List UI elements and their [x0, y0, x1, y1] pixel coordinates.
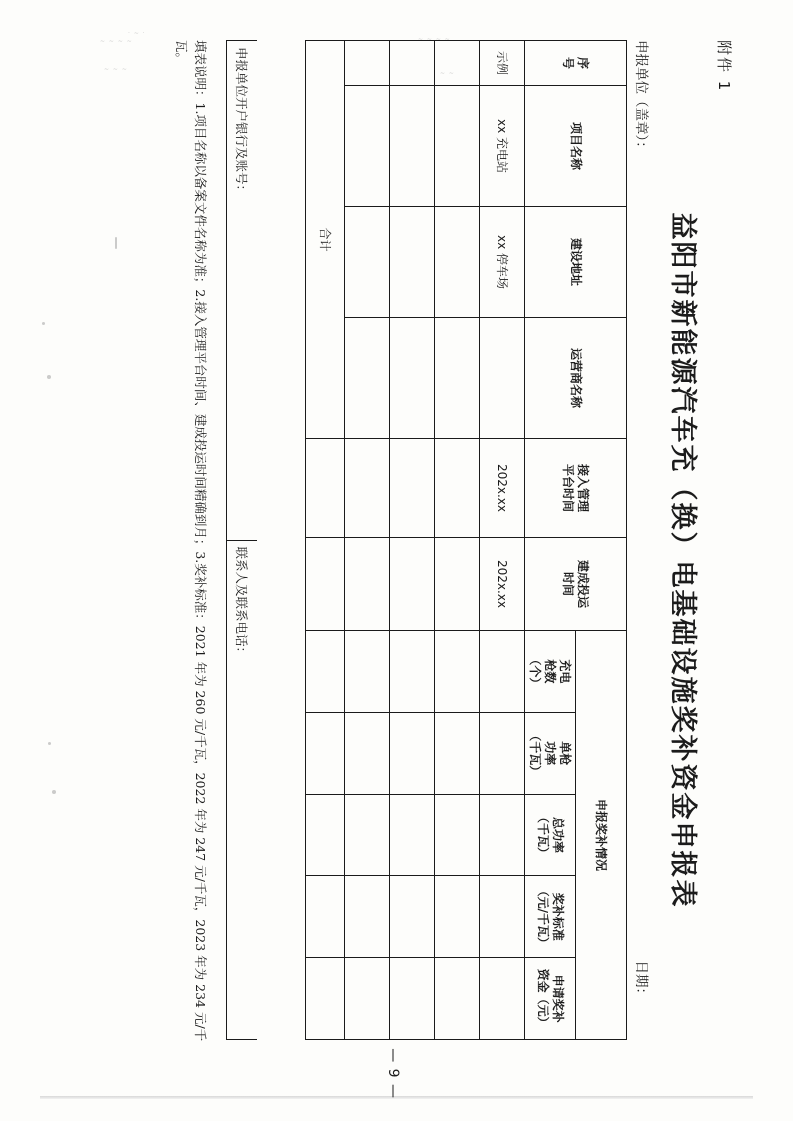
cell-platform-time-total[interactable]: [306, 439, 345, 538]
applicant-unit-label: 申报单位（盖章）：: [633, 40, 649, 155]
footer-row: [227, 41, 257, 1039]
scan-artifact: ~ ~ ~: [104, 66, 128, 73]
cell-operator[interactable]: [390, 318, 435, 439]
cell-build-time-total[interactable]: [306, 538, 345, 631]
cell-operator[interactable]: [435, 318, 480, 439]
table-row[interactable]: [435, 41, 480, 1040]
cell-subsidy-standard[interactable]: [435, 876, 480, 958]
cell-project-name[interactable]: [435, 86, 480, 207]
total-row-label: 合计: [306, 41, 345, 439]
col-header-platform-time: 接入管理 平台时间: [525, 439, 627, 538]
table-group-header-row: [576, 41, 627, 1040]
cell-single-power[interactable]: [480, 712, 525, 794]
cell-seq[interactable]: 示例: [480, 41, 525, 86]
cell-address[interactable]: [345, 207, 390, 318]
page-title: 益阳市新能源汽车充（换）电基础设施奖补资金申报表: [667, 212, 698, 909]
col-group-header-subsidy: 申报奖补情况: [576, 631, 627, 1040]
cell-apply-amount-total[interactable]: [306, 958, 345, 1040]
col-header-apply-amount: 申请奖补 资金（元）: [525, 958, 576, 1040]
cell-gun-count[interactable]: [435, 631, 480, 713]
attachment-label: 附件 1: [715, 40, 733, 93]
col-header-single-power: 单枪 功率 （千瓦）: [525, 712, 576, 794]
form-instructions: 填表说明：1.项目名称以备案文件名称为准；2.接入管理平台时间、建成投运时间精确到月；3.奖补标准：2021 年为 260 元/千瓦，2022 年为 247 元/千瓦，2023 年为 234 元/千瓦。: [174, 40, 208, 1042]
scan-artifact: ~ ~: [440, 70, 455, 77]
cell-address[interactable]: xx 停车场: [480, 207, 525, 318]
cell-single-power[interactable]: [435, 712, 480, 794]
scan-artifact: · ~ ·: [128, 30, 146, 37]
date-label: 日期：: [633, 960, 649, 1001]
col-header-project-name: 项目名称: [525, 86, 627, 207]
cell-subsidy-standard-total[interactable]: [306, 876, 345, 958]
cell-project-name[interactable]: xx 充电站: [480, 86, 525, 207]
cell-build-time[interactable]: 202x.xx: [480, 538, 525, 631]
col-header-address: 建设地址: [525, 207, 627, 318]
table-head: [525, 41, 627, 1040]
cell-seq[interactable]: [390, 41, 435, 86]
cell-project-name[interactable]: [390, 86, 435, 207]
table-body: [306, 41, 525, 1040]
cell-gun-count[interactable]: [390, 631, 435, 713]
cell-single-power-total[interactable]: [306, 712, 345, 794]
cell-apply-amount[interactable]: [435, 958, 480, 1040]
cell-seq[interactable]: [435, 41, 480, 86]
col-header-seq: 序 号: [525, 41, 627, 86]
cell-apply-amount[interactable]: [390, 958, 435, 1040]
cell-gun-count[interactable]: [480, 631, 525, 713]
cell-subsidy-standard[interactable]: [480, 876, 525, 958]
cell-apply-amount[interactable]: [480, 958, 525, 1040]
table-total-row: [306, 41, 345, 1040]
cell-platform-time[interactable]: [390, 439, 435, 538]
cell-total-power[interactable]: [480, 794, 525, 876]
col-header-subsidy-standard: 奖补标准 （元/千瓦）: [525, 876, 576, 958]
cell-operator[interactable]: [480, 318, 525, 439]
cell-address[interactable]: [390, 207, 435, 318]
cell-single-power[interactable]: [390, 712, 435, 794]
footer-info-box: [226, 40, 257, 1040]
cell-seq[interactable]: [345, 41, 390, 86]
col-header-build-time: 建成投运 时间: [525, 538, 627, 631]
table-row[interactable]: [390, 41, 435, 1040]
cell-total-power[interactable]: [345, 794, 390, 876]
cell-gun-count-total[interactable]: [306, 631, 345, 713]
bank-account-label[interactable]: 申报单位开户银行及账号：: [234, 47, 249, 198]
cell-subsidy-standard[interactable]: [390, 876, 435, 958]
cell-gun-count[interactable]: [345, 631, 390, 713]
scan-artifact: ~ ~ ~ ~: [418, 36, 451, 43]
page-number: — 9 —: [385, 1048, 401, 1099]
cell-total-power-total[interactable]: [306, 794, 345, 876]
cell-platform-time[interactable]: [435, 439, 480, 538]
cell-build-time[interactable]: [390, 538, 435, 631]
cell-subsidy-standard[interactable]: [345, 876, 390, 958]
contact-label[interactable]: 联系人及联系电话：: [227, 540, 257, 1040]
cell-build-time[interactable]: [345, 538, 390, 631]
cell-apply-amount[interactable]: [345, 958, 390, 1040]
table-row[interactable]: [345, 41, 390, 1040]
subsidy-application-table: [305, 40, 627, 1040]
col-header-total-power: 总功率 （千瓦）: [525, 794, 576, 876]
cell-project-name[interactable]: [345, 86, 390, 207]
cell-address[interactable]: [435, 207, 480, 318]
table-row[interactable]: [480, 41, 525, 1040]
scan-artifact: ~ ~ ~ ~: [100, 38, 133, 45]
cell-single-power[interactable]: [345, 712, 390, 794]
cell-total-power[interactable]: [435, 794, 480, 876]
cell-platform-time[interactable]: 202x.xx: [480, 439, 525, 538]
col-header-gun-count: 充电 枪数 （个）: [525, 631, 576, 713]
cell-build-time[interactable]: [435, 538, 480, 631]
cell-operator[interactable]: [345, 318, 390, 439]
cell-total-power[interactable]: [390, 794, 435, 876]
cell-platform-time[interactable]: [345, 439, 390, 538]
col-header-operator: 运营商名称: [525, 318, 627, 439]
